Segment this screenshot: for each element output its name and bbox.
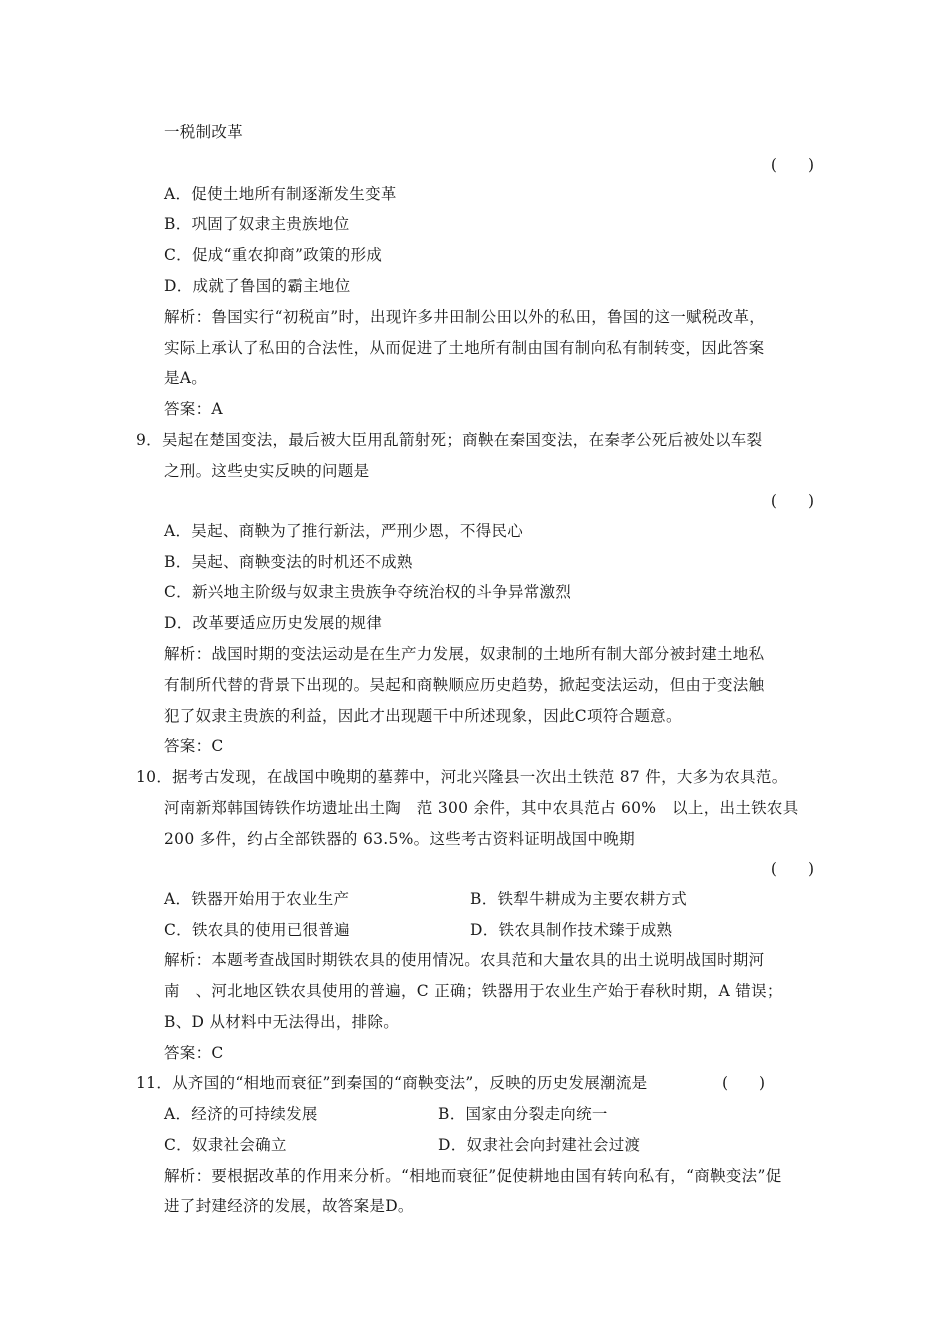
answer-blank: ( ): [770, 156, 814, 174]
option-a: A．经济的可持续发展: [164, 1105, 318, 1123]
answer-blank: ( ): [770, 860, 814, 878]
option-b: B．吴起、商鞅变法的时机还不成熟: [164, 553, 413, 571]
analysis-line: 解析：鲁国实行“初税亩”时，出现许多井田制公田以外的私田，鲁国的这一赋税改革，: [164, 308, 766, 326]
question-stem-fragment: 一税制改革: [164, 123, 244, 141]
analysis-line: 有制所代替的背景下出现的。吴起和商鞅顺应历史趋势，掀起变法运动，但由于变法触: [164, 676, 765, 694]
analysis-line: 实际上承认了私田的合法性，从而促进了土地所有制由国有制向私有制转变，因此答案: [164, 339, 765, 357]
analysis-line: B、D 从材料中无法得出，排除。: [164, 1013, 400, 1031]
question-stem: 200 多件，约占全部铁器的 63.5%。这些考古资料证明战国中晚期: [164, 830, 635, 848]
question-stem: 9．吴起在楚国变法，最后被大臣用乱箭射死；商鞅在秦国变法，在秦孝公死后被处以车裂: [136, 431, 763, 449]
option-d: D．成就了鲁国的霸主地位: [164, 277, 351, 295]
question-stem: 河南新郑韩国铸铁作坊遗址出土陶 范 300 余件，其中农具范占 60% 以上，出土铁农具: [164, 799, 799, 817]
option-c: C．新兴地主阶级与奴隶主贵族争夺统治权的斗争异常激烈: [164, 583, 572, 601]
answer-line: 答案：A: [164, 400, 223, 418]
option-c: C．铁农具的使用已很普遍: [164, 921, 350, 939]
analysis-line: 解析：战国时期的变法运动是在生产力发展，奴隶制的土地所有制大部分被封建土地私: [164, 645, 765, 663]
answer-line: 答案：C: [164, 1044, 224, 1062]
analysis-line: 进了封建经济的发展，故答案是D。: [164, 1197, 414, 1215]
answer-line: 答案：C: [164, 737, 224, 755]
option-d: D．改革要适应历史发展的规律: [164, 614, 383, 632]
analysis-line: 解析：要根据改革的作用来分析。“相地而衰征”促使耕地由国有转向私有，“商鞅变法”促: [164, 1167, 782, 1185]
option-a: A．促使土地所有制逐渐发生变革: [164, 185, 397, 203]
option-d: D．铁农具制作技术臻于成熟: [470, 921, 673, 939]
answer-blank: ( ): [722, 1074, 766, 1092]
option-a: A．铁器开始用于农业生产: [164, 890, 350, 908]
analysis-line: 犯了奴隶主贵族的利益，因此才出现题干中所述现象，因此C项符合题意。: [164, 707, 682, 725]
question-stem: 10．据考古发现，在战国中晚期的墓葬中，河北兴隆县一次出土铁范 87 件，大多为农具范。: [136, 768, 788, 786]
option-c: C．促成“重农抑商”政策的形成: [164, 246, 383, 264]
option-c: C．奴隶社会确立: [164, 1136, 287, 1154]
answer-blank: ( ): [770, 492, 814, 510]
option-b: B．巩固了奴隶主贵族地位: [164, 215, 350, 233]
question-stem: 11．从齐国的“相地而衰征”到秦国的“商鞅变法”，反映的历史发展潮流是: [136, 1074, 648, 1092]
analysis-line: 是A。: [164, 369, 208, 387]
analysis-line: 解析：本题考查战国时期铁农具的使用情况。农具范和大量农具的出土说明战国时期河: [164, 951, 765, 969]
option-b: B．国家由分裂走向统一: [438, 1105, 608, 1123]
option-b: B．铁犁牛耕成为主要农耕方式: [470, 890, 688, 908]
question-stem: 之刑。这些史实反映的问题是: [164, 462, 370, 480]
analysis-line: 南 、河北地区铁农具使用的普遍，C 正确；铁器用于农业生产始于春秋时期，A 错误；: [164, 982, 783, 1000]
option-d: D．奴隶社会向封建社会过渡: [438, 1136, 641, 1154]
option-a: A．吴起、商鞅为了推行新法，严刑少恩，不得民心: [164, 522, 524, 540]
